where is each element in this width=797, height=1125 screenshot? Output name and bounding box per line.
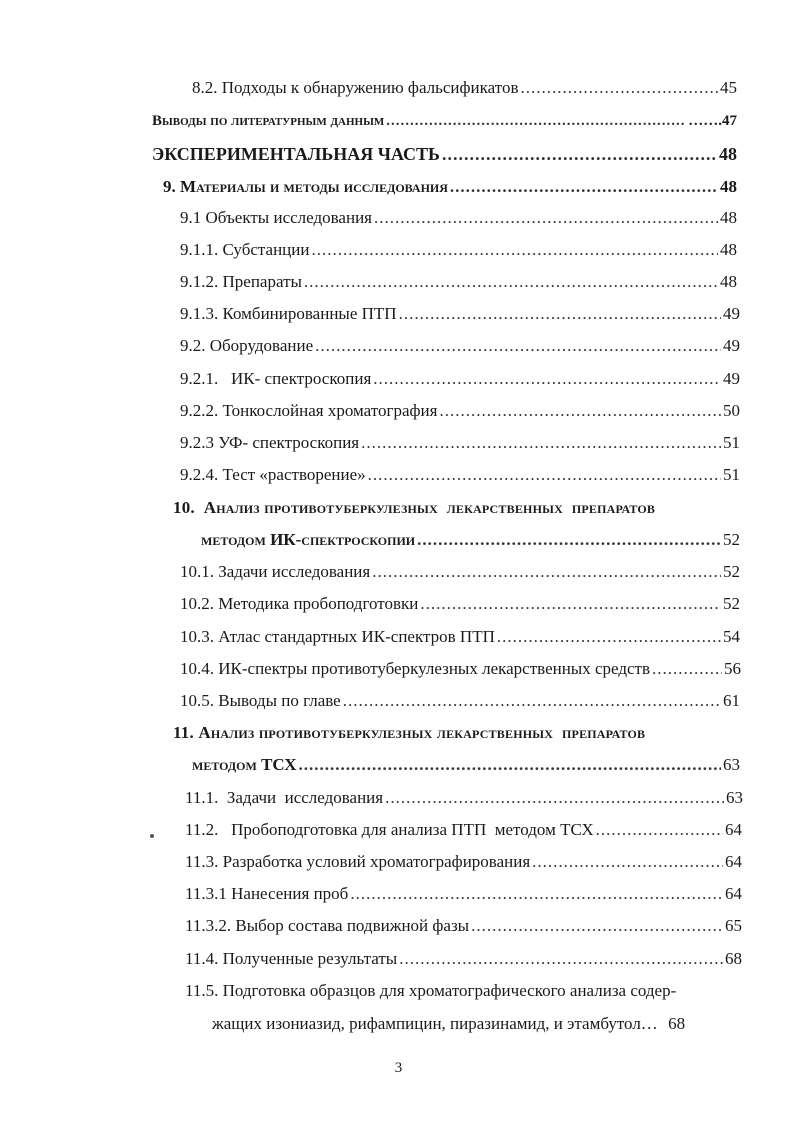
toc-entry-title: ЭКСПЕРИМЕНТАЛЬНАЯ ЧАСТЬ: [152, 144, 440, 164]
toc-entry-page: 64: [725, 884, 742, 903]
toc-entry-title: 10.4. ИК-спектры противотуберкулезных лекарственных средств: [180, 659, 650, 678]
toc-entry-page: 68: [668, 1014, 686, 1033]
toc-entry-page: 64: [725, 820, 742, 839]
toc-entry-title: 10. Анализ противотуберкулезных лекарственных препаратов: [173, 498, 656, 517]
toc-entry-heading-line1[interactable]: [173, 722, 645, 744]
toc-entry-title: 11.1. Задачи исследования: [185, 788, 384, 807]
toc-entry-page: 61: [723, 691, 740, 710]
toc-entry-title: 11.4. Полученные результаты: [185, 949, 398, 968]
dot-leader: [497, 626, 721, 648]
dot-leader: [399, 303, 721, 325]
dot-leader: [299, 754, 721, 776]
toc-entry[interactable]: [180, 464, 740, 486]
toc-entry[interactable]: [180, 561, 740, 583]
toc-entry-title: 10.5. Выводы по главе: [180, 691, 341, 710]
dot-leader: [450, 176, 718, 198]
toc-entry-line1[interactable]: [185, 980, 676, 1002]
toc-entry-title: 10.1. Задачи исследования: [180, 562, 371, 581]
dot-leader: [343, 690, 721, 712]
toc-entry[interactable]: [163, 176, 737, 198]
toc-entry-title: 11.3.2. Выбор состава подвижной фазы: [185, 916, 470, 935]
toc-entry-page: 48: [719, 144, 737, 164]
page-number: 3: [394, 1060, 403, 1076]
toc-entry-page: 63: [726, 788, 743, 807]
toc-entry[interactable]: [185, 851, 742, 873]
toc-entry[interactable]: [180, 658, 741, 680]
dot-leader: [373, 368, 721, 390]
toc-entry-page: 52: [723, 594, 740, 613]
toc-entry-title: 9.2.1. ИК- спектроскопия: [180, 369, 372, 388]
dot-leader: [315, 335, 721, 357]
dot-leader: [311, 239, 718, 261]
toc-entry-page: 51: [723, 465, 740, 484]
dot-leader: [420, 593, 721, 615]
toc-entry[interactable]: [192, 77, 737, 99]
toc-entry-page: 48: [720, 240, 737, 259]
toc-entry-title: жащих изониазид, рифампицин, пиразинамид, и этамбутол…: [212, 1014, 658, 1033]
dot-leader: [439, 400, 721, 422]
dot-leader: [368, 464, 721, 486]
toc-entry[interactable]: [180, 335, 740, 357]
toc-entry[interactable]: [185, 948, 742, 970]
toc-entry-title: 9.2.3 УФ- спектроскопия: [180, 433, 360, 452]
toc-entry-page: …….47: [688, 113, 737, 129]
dot-leader: [374, 207, 718, 229]
dot-leader: [361, 432, 721, 454]
dot-leader: [520, 77, 718, 99]
toc-entry-page: 52: [723, 562, 740, 581]
dot-leader: [350, 883, 723, 905]
toc-entry-title: методом ТСХ: [192, 755, 297, 774]
toc-entry[interactable]: [180, 368, 740, 390]
toc-entry-title: методом ИК-спектроскопии: [201, 530, 416, 549]
toc-entry-page: 48: [720, 272, 737, 291]
toc-entry[interactable]: [152, 143, 737, 165]
toc-entry-page: 48: [720, 208, 737, 227]
toc-entry-title: 9.2.2. Тонкослойная хроматография: [180, 401, 438, 420]
toc-entry[interactable]: [201, 529, 740, 551]
toc-entry-page: 45: [720, 78, 737, 97]
toc-entry-page: 63: [723, 755, 740, 774]
toc-entry-title: 11.3. Разработка условий хроматографирования: [185, 852, 531, 871]
toc-entry-page: 51: [723, 433, 740, 452]
toc-entry-title: 9.2.4. Тест «растворение»: [180, 465, 366, 484]
toc-entry[interactable]: [192, 754, 740, 776]
dot-leader: [596, 819, 723, 841]
toc-entry-title: 10.3. Атлас стандартных ИК-спектров ПТП: [180, 627, 495, 646]
toc-entry-title: 9.2. Оборудование: [180, 336, 314, 355]
toc-entry[interactable]: [185, 883, 742, 905]
toc-entry[interactable]: [180, 626, 740, 648]
toc-entry-page: 52: [723, 530, 740, 549]
toc-entry-title: 9.1 Объекты исследования: [180, 208, 372, 227]
toc-entry-title: 8.2. Подходы к обнаружению фальсификатов: [192, 78, 519, 97]
toc-entry-page: 50: [723, 401, 740, 420]
toc-entry[interactable]: [180, 593, 740, 615]
dot-leader: [385, 787, 724, 809]
toc-entry-page: 68: [725, 949, 742, 968]
toc-entry-page: 65: [725, 916, 742, 935]
toc-entry-title: 11. Анализ противотуберкулезных лекарственных препаратов: [173, 723, 646, 742]
dot-leader: [304, 271, 718, 293]
toc-entry-page: 49: [723, 336, 740, 355]
dot-leader: [417, 529, 721, 551]
toc-entry[interactable]: [180, 400, 740, 422]
toc-entry[interactable]: [185, 819, 742, 841]
toc-entry-title: 9.1.2. Препараты: [180, 272, 302, 291]
dot-leader: [471, 915, 723, 937]
toc-entry-page: 64: [725, 852, 742, 871]
toc-entry-title: 11.5. Подготовка образцов для хроматографического анализа содер-: [185, 981, 677, 1000]
toc-entry-title: 11.3.1 Нанесения проб: [185, 884, 349, 903]
toc-entry-title: 11.2. Пробоподготовка для анализа ПТП методом ТСХ: [185, 820, 594, 839]
toc-entry-page: 49: [723, 304, 740, 323]
toc-entry[interactable]: [185, 787, 743, 809]
toc-entry-heading-line1[interactable]: [173, 497, 655, 519]
toc-entry[interactable]: [180, 239, 737, 261]
dot-leader: [652, 658, 722, 680]
stray-dot-mark: [150, 834, 154, 838]
toc-entry-page: 56: [724, 659, 741, 678]
dot-leader: [386, 110, 686, 132]
toc-entry[interactable]: [180, 271, 737, 293]
toc-entry-page: 49: [723, 369, 740, 388]
dot-leader: [442, 143, 717, 165]
toc-entry[interactable]: [185, 915, 742, 937]
toc-entry[interactable]: [180, 207, 737, 229]
toc-entry-title: 10.2. Методика пробоподготовки: [180, 594, 419, 613]
toc-entry-line2[interactable]: [212, 1013, 685, 1035]
toc-entry-title: 9.1.3. Комбинированные ПТП: [180, 304, 397, 323]
toc-entry[interactable]: [152, 110, 737, 132]
toc-entry-page: 54: [723, 627, 740, 646]
toc-entry-title: 9. Материалы и методы исследования: [163, 177, 448, 196]
toc-entry[interactable]: [180, 432, 740, 454]
toc-entry-title: 9.1.1. Субстанции: [180, 240, 310, 259]
toc-entry-page: 48: [720, 177, 737, 196]
toc-entry[interactable]: [180, 690, 740, 712]
dot-leader: [372, 561, 721, 583]
toc-entry[interactable]: [180, 303, 740, 325]
toc-entry-title: Выводы по литературным данным: [152, 113, 385, 129]
dot-leader: [399, 948, 723, 970]
dot-leader: [532, 851, 723, 873]
